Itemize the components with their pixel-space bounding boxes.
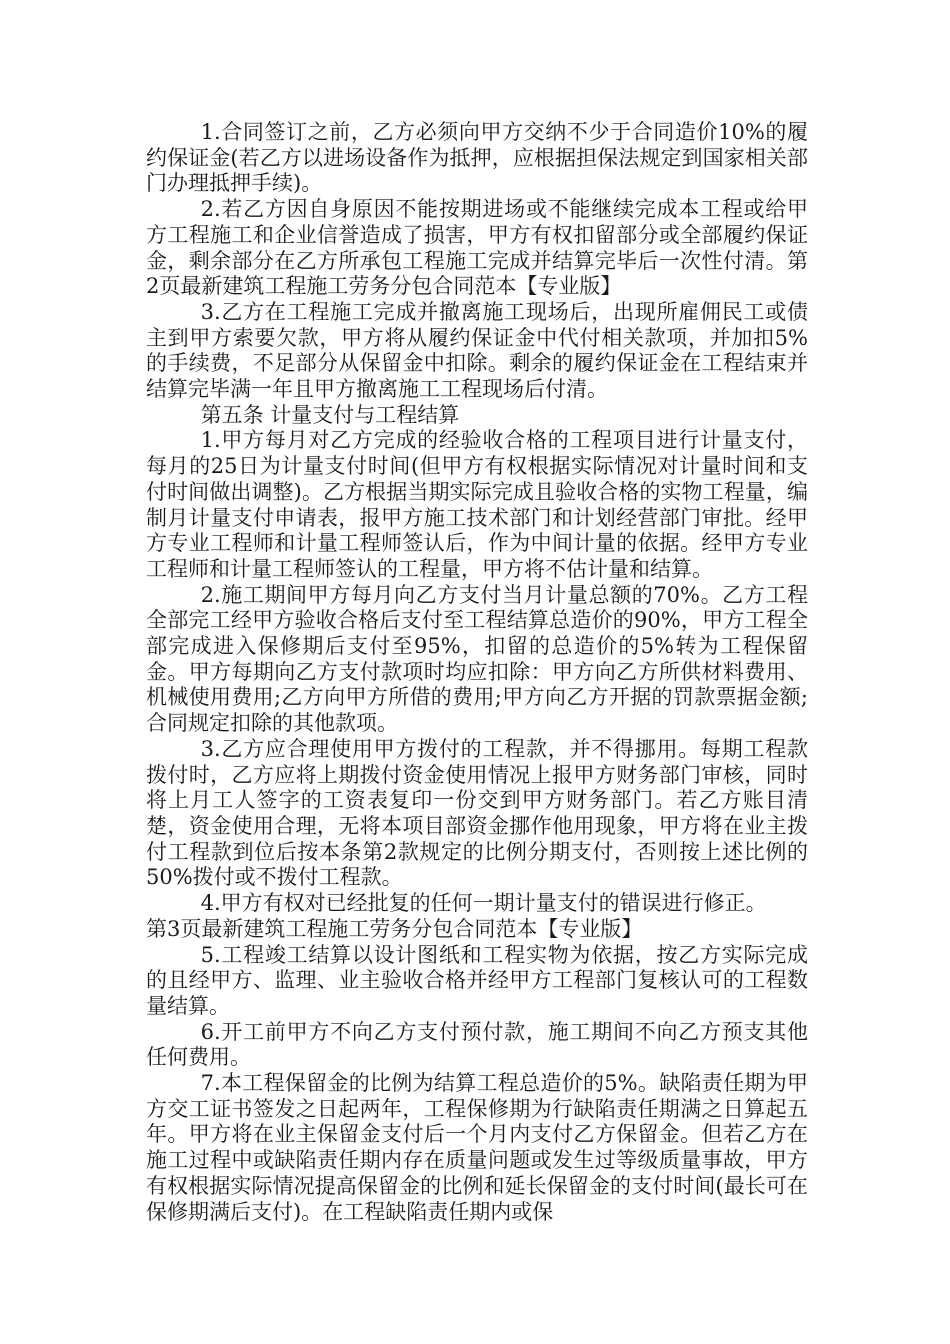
paragraph-clause-4-item-2: 2.若乙方因自身原因不能按期进场或不能继续完成本工程或给甲方工程施工和企业信誉造成了损害，甲方有权扣留部分或全部履约保证金，剩余部分在乙方所承包工程施工完成并结算完毕后一次性付清。第2页最新建筑工程施工劳务分包合同范本【专业版】 — [146, 197, 808, 299]
section-heading-article-5: 第五条 计量支付与工程结算 — [200, 402, 460, 427]
paragraph-clause-5-item-3: 3.乙方应合理使用甲方拨付的工程款，并不得挪用。每期工程款拨付时，乙方应将上期拨付资金使用情况上报甲方财务部门审核，同时将上月工人签字的工资表复印一份交到甲方财务部门。若乙方账目清楚，资金使用合理，无将本项目部资金挪作他用现象，甲方将在业主拨付工程款到位后按本条第2款规定的比例分期支付，否则按上述比例的50%拨付或不拨付工程款。 — [146, 736, 808, 890]
paragraph-clause-5-item-4: 4.甲方有权对已经批复的任何一期计量支付的错误进行修正。 — [200, 891, 767, 916]
paragraph-clause-5-item-2: 2.施工期间甲方每月向乙方支付当月计量总额的70%。乙方工程全部完工经甲方验收合格后支付至工程结算总造价的90%，甲方工程全部完成进入保修期后支付至95%，扣留的总造价的5%转为工程保留金。甲方每期向乙方支付款项时均应扣除：甲方向乙方所供材料费用、机械使用费用;乙方向甲方所借的费用;甲方向乙方开据的罚款票据金额;合同规定扣除的其他款项。 — [146, 582, 808, 736]
paragraph-clause-5-item-5: 5.工程竣工结算以设计图纸和工程实物为依据，按乙方实际完成的且经甲方、监理、业主验收合格并经甲方工程部门复核认可的工程数量结算。 — [146, 942, 808, 1018]
paragraph-clause-5-item-6: 6.开工前甲方不向乙方支付预付款，施工期间不向乙方预支其他任何费用。 — [146, 1019, 808, 1070]
page-marker-line: 第3页最新建筑工程施工劳务分包合同范本【专业版】 — [146, 916, 643, 941]
paragraph-clause-5-item-1: 1.甲方每月对乙方完成的经验收合格的工程项目进行计量支付，每月的25日为计量支付时间(但甲方有权根据实际情况对计量时间和支付时间做出调整)。乙方根据当期实际完成且验收合格的实物工程量，编制月计量支付申请表，报甲方施工技术部门和计划经营部门审批。经甲方专业工程师和计量工程师签认后，作为中间计量的依据。经甲方专业工程师和计量工程师签认的工程量，甲方将不估计量和结算。 — [146, 428, 808, 581]
paragraph-clause-4-item-3: 3.乙方在工程施工完成并撤离施工现场后，出现所雇佣民工或债主到甲方索要欠款，甲方将从履约保证金中代付相关款项，并加扣5%的手续费，不足部分从保留金中扣除。剩余的履约保证金在工程结束并结算完毕满一年且甲方撤离施工工程现场后付清。 — [146, 299, 808, 402]
document-page — [146, 120, 808, 1225]
paragraph-clause-4-item-1: 1.合同签订之前，乙方必须向甲方交纳不少于合同造价10%的履约保证金(若乙方以进场设备作为抵押，应根据担保法规定到国家相关部门办理抵押手续)。 — [146, 120, 808, 196]
paragraph-clause-5-item-7: 7.本工程保留金的比例为结算工程总造价的5%。缺陷责任期为甲方交工证书签发之日起两年，工程保修期为行缺陷责任期满之日算起五年。甲方将在业主保留金支付后一个月内支付乙方保留金。但若乙方在施工过程中或缺陷责任期内存在质量问题或发生过等级质量事故，甲方有权根据实际情况提高保留金的比例和延长保留金的支付时间(最长可在保修期满后支付)。在工程缺陷责任期内或保 — [146, 1071, 808, 1224]
